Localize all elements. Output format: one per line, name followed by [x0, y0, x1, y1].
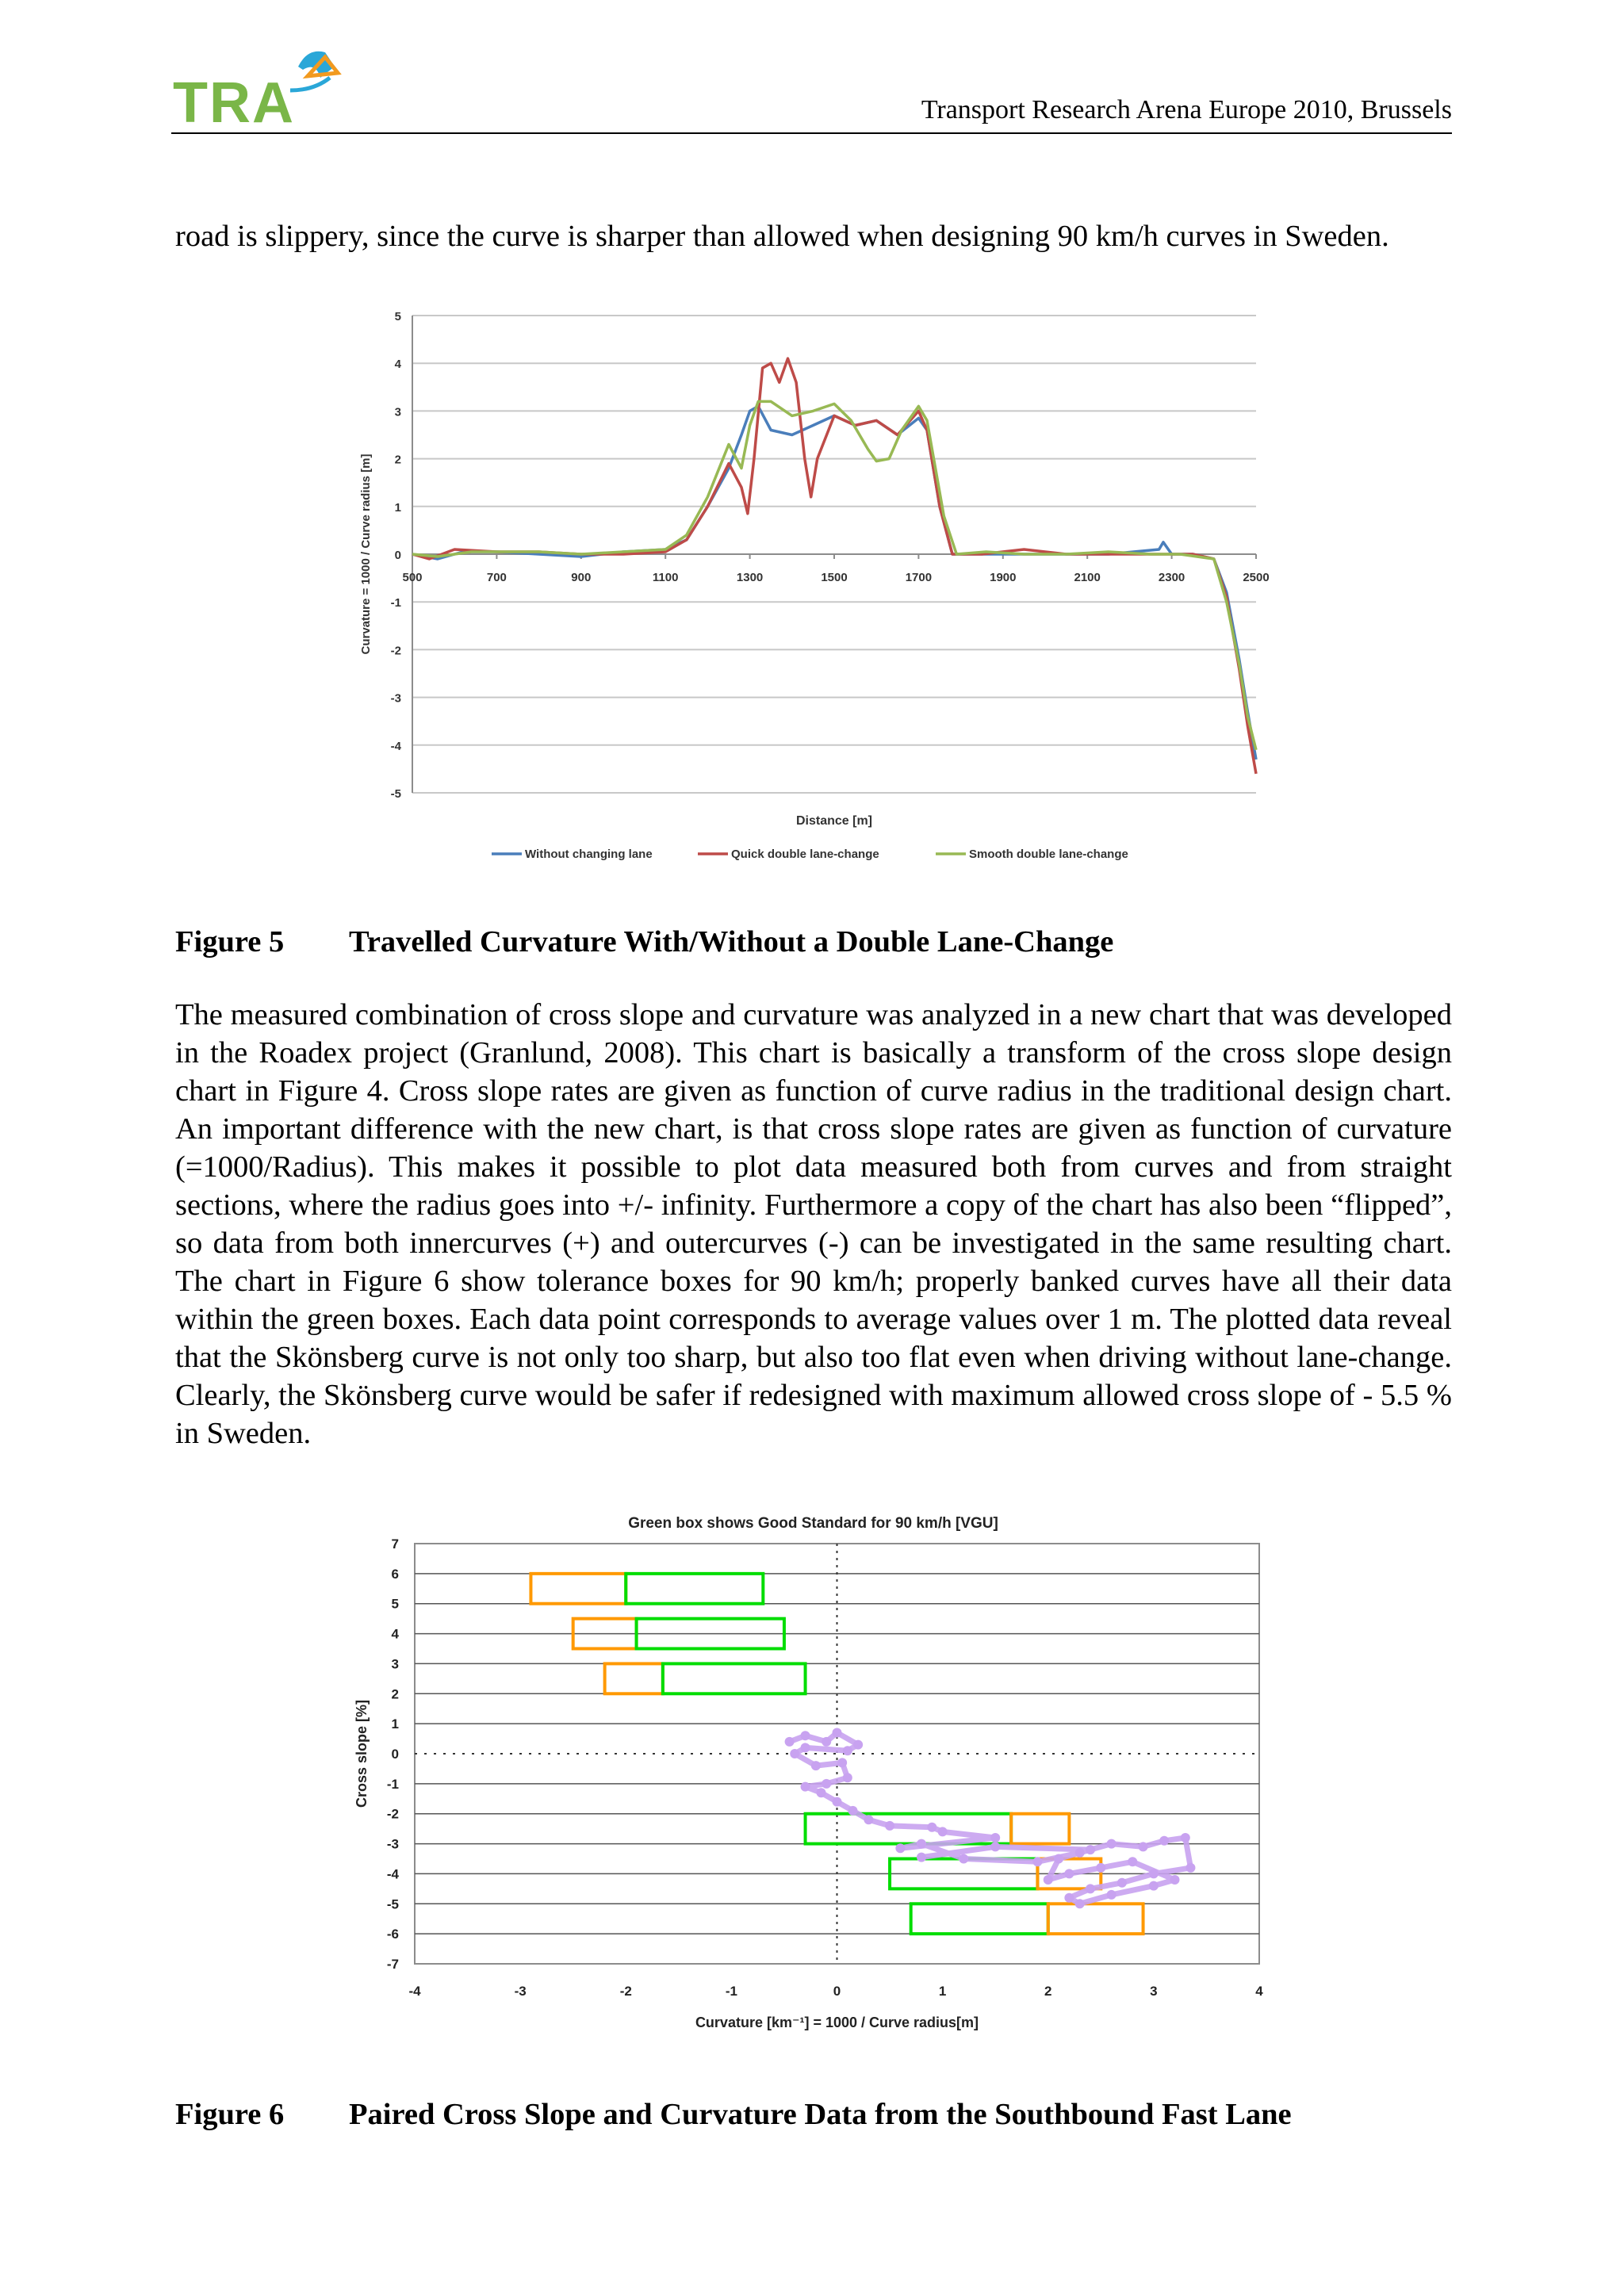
data-point [1107, 1890, 1116, 1900]
logo-text: TRA [173, 71, 295, 130]
x-tick-label: 500 [402, 571, 423, 584]
conference-name: Transport Research Arena Europe 2010, Brussels [921, 95, 1452, 124]
data-point [895, 1843, 905, 1853]
figure-6-number: Figure 6 [175, 2098, 285, 2131]
x-tick-label: 1300 [736, 571, 764, 584]
figure-5-caption [175, 924, 1113, 959]
data-point [1181, 1833, 1190, 1843]
data-point [801, 1782, 810, 1792]
data-point [817, 1788, 826, 1797]
data-point [1096, 1863, 1105, 1873]
x-tick-label: 2 [1044, 1984, 1052, 1999]
data-point [1086, 1845, 1095, 1854]
data-point [885, 1821, 894, 1831]
data-point [853, 1740, 863, 1750]
y-tick-label: 1 [391, 1716, 399, 1732]
data-point [822, 1779, 831, 1789]
series-line [412, 358, 1256, 774]
data-point [822, 1737, 831, 1747]
data-point [1086, 1884, 1095, 1893]
data-point [1032, 1857, 1042, 1866]
x-axis-label: Distance [m] [795, 814, 873, 828]
data-point [801, 1743, 810, 1752]
y-tick-label: -1 [386, 1776, 399, 1792]
data-point [864, 1815, 873, 1824]
data-point [1149, 1869, 1159, 1878]
y-tick-label: 3 [394, 405, 401, 419]
curvature-chart [349, 301, 1285, 864]
data-point [1139, 1842, 1148, 1851]
y-tick-label: -5 [390, 787, 401, 801]
data-point [990, 1842, 1000, 1851]
y-tick-label: 5 [391, 1596, 399, 1612]
x-tick-label: -1 [725, 1984, 737, 1999]
figure-5-title: Travelled Curvature With/Without a Double Lane-Change [349, 925, 1114, 959]
y-tick-label: -2 [386, 1806, 399, 1822]
data-point [1159, 1836, 1169, 1846]
y-tick-label: -3 [386, 1836, 399, 1852]
y-axis-label: Cross slope [%] [354, 1699, 370, 1808]
y-tick-label: -4 [390, 739, 401, 753]
data-point [1075, 1848, 1085, 1858]
data-point [917, 1853, 926, 1862]
y-tick-label: 1 [394, 500, 401, 515]
x-tick-label: 2500 [1243, 571, 1270, 584]
x-tick-label: 900 [571, 571, 592, 584]
y-tick-label: -4 [386, 1866, 399, 1882]
data-point [1064, 1869, 1074, 1878]
y-tick-label: -7 [386, 1957, 399, 1972]
y-tick-label: 2 [391, 1686, 399, 1702]
data-point [938, 1827, 948, 1836]
data-point [1075, 1899, 1085, 1908]
data-point [1117, 1878, 1127, 1888]
x-tick-label: -3 [514, 1984, 527, 1999]
y-axis-label: Curvature = 1000 / Curve radius [m] [359, 453, 373, 655]
cross-slope-chart [349, 1502, 1285, 2042]
chart-title: Green box shows Good Standard for 90 km/h [VGU] [628, 1515, 998, 1532]
x-tick-label: 1 [938, 1984, 947, 1999]
data-point [843, 1746, 852, 1755]
y-tick-label: 5 [394, 310, 401, 323]
data-point [1185, 1863, 1195, 1873]
y-tick-label: 6 [391, 1566, 399, 1582]
data-point [837, 1758, 847, 1767]
figure-5-number: Figure 5 [175, 925, 285, 959]
x-tick-label: 2300 [1158, 571, 1185, 584]
legend-label: Quick double lane-change [731, 848, 879, 861]
y-tick-label: -1 [390, 596, 401, 610]
data-point [990, 1833, 1000, 1843]
x-tick-label: -4 [408, 1984, 421, 1999]
tra-logo [171, 43, 354, 130]
x-tick-label: -2 [619, 1984, 632, 1999]
figure-6-title: Paired Cross Slope and Curvature Data from the Southbound Fast Lane [349, 2098, 1292, 2131]
x-tick-label: 2100 [1074, 571, 1101, 584]
x-tick-label: 1500 [821, 571, 848, 584]
body-paragraph-1: road is slippery, since the curve is sharper than allowed when designing 90 km/h curves in Sweden. [175, 220, 1389, 253]
data-point [801, 1731, 810, 1740]
data-point [917, 1839, 926, 1849]
x-axis-label: Curvature [km⁻¹] = 1000 / Curve radius[m] [695, 2015, 979, 2030]
y-tick-label: 7 [391, 1536, 399, 1552]
data-point [1149, 1881, 1159, 1891]
y-tick-label: -5 [386, 1896, 399, 1912]
figure-6-caption [175, 2097, 1292, 2132]
x-tick-label: 700 [486, 571, 507, 584]
data-point [1170, 1875, 1180, 1885]
legend-label: Smooth double lane-change [969, 848, 1128, 861]
body-paragraph-2: The measured combination of cross slope and curvature was analyzed in a new chart that was developed in the Roadex project (Granlund, 2008). This chart is basically a transform of the cross slope design chart in Figure 4. Cross slope rates are given as function of curve radius in the traditional design chart. An important difference with the new chart, is that cross slope rates are given as function of curvature (=1000/Radius). This makes it possible to plot data measured both from curves and from straight sections, where the radius goes into +/- infinity. Furthermore a copy of the chart has also been “flipped”, so data from both innercurves (+) and outercurves (-) can be investigated in the same resulting chart. The chart in Figure 6 show tolerance boxes for 90 km/h; properly banked curves have all their data within the green boxes. Each data point corresponds to average values over 1 m. The plotted data reveal that the Skönsberg curve is not only too sharp, but also too flat even when driving without lane-change. Clearly, the Skönsberg curve would be safer if redesigned with maximum allowed cross slope of - 5.5 % in Sweden. [175, 998, 1452, 1450]
x-tick-label: 1700 [905, 571, 933, 584]
y-tick-label: 2 [394, 453, 401, 467]
data-point [843, 1773, 852, 1782]
x-tick-label: 3 [1150, 1984, 1158, 1999]
y-tick-label: 0 [391, 1747, 399, 1762]
data-point [833, 1728, 842, 1738]
data-point [785, 1737, 795, 1747]
data-point [790, 1749, 799, 1758]
x-tick-label: 0 [833, 1984, 841, 1999]
data-point [927, 1823, 936, 1832]
data-point [833, 1797, 842, 1807]
data-point [959, 1854, 968, 1864]
y-tick-label: -3 [390, 691, 401, 706]
x-tick-label: 1100 [652, 571, 679, 584]
data-point [1064, 1893, 1074, 1903]
data-point [1128, 1857, 1137, 1866]
x-tick-label: 4 [1255, 1984, 1263, 1999]
x-tick-label: 1900 [990, 571, 1017, 584]
data-point [1044, 1875, 1053, 1885]
y-tick-label: -2 [390, 644, 401, 658]
y-tick-label: 4 [391, 1626, 399, 1642]
data-point [1054, 1854, 1063, 1864]
header-divider [171, 132, 1452, 134]
data-point [848, 1806, 857, 1816]
legend-label: Without changing lane [525, 848, 653, 861]
y-tick-label: 0 [394, 549, 401, 562]
y-tick-label: 4 [394, 358, 401, 372]
y-tick-label: -6 [386, 1927, 399, 1942]
y-tick-label: 3 [391, 1656, 399, 1672]
data-point [1107, 1839, 1116, 1849]
data-point [811, 1761, 821, 1770]
